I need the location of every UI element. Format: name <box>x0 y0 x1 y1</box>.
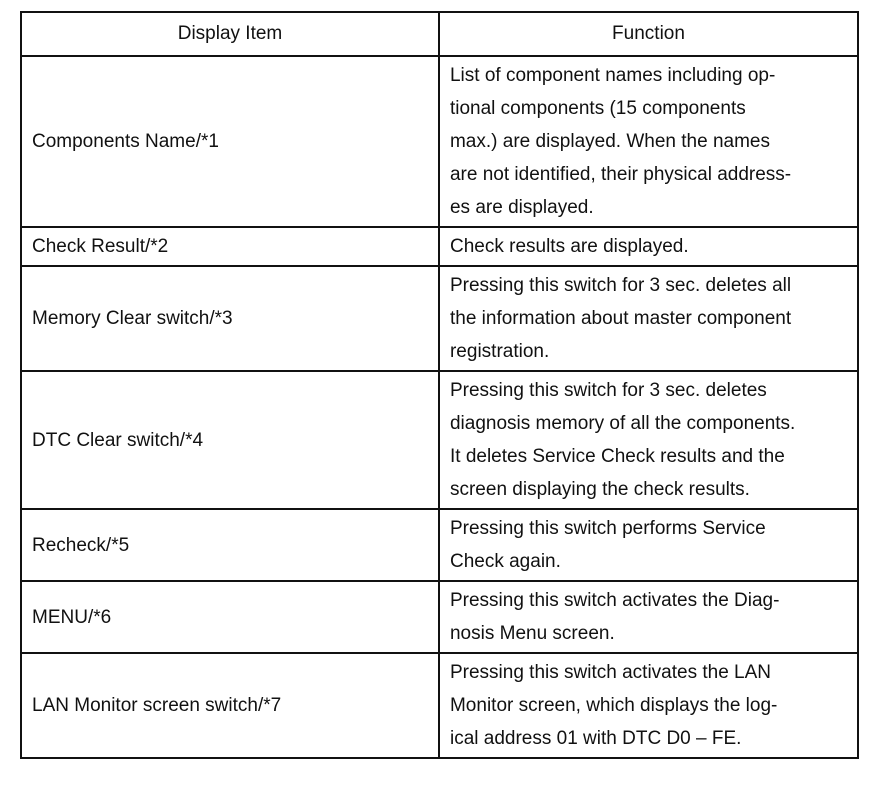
table-row <box>21 56 858 227</box>
function-line: Check again. <box>449 551 561 572</box>
function-cell <box>439 581 858 653</box>
function-line: registration. <box>449 341 550 362</box>
display-item-cell <box>21 581 439 653</box>
display-item-cell <box>21 266 439 371</box>
function-line: max.) are displayed. When the names <box>449 131 770 152</box>
function-line: are not identified, their physical address- <box>449 164 792 185</box>
table-header-row <box>21 12 858 56</box>
function-cell <box>439 653 858 758</box>
function-line: screen displaying the check results. <box>449 479 750 500</box>
function-line: ical address 01 with DTC D0 – FE. <box>449 728 742 749</box>
function-cell <box>439 509 858 581</box>
table-row <box>21 509 858 581</box>
function-line: diagnosis memory of all the components. <box>449 413 796 434</box>
function-line: nosis Menu screen. <box>449 623 615 644</box>
header-function: Function <box>439 12 858 56</box>
display-item-label: Recheck/*5 <box>32 534 130 556</box>
display-item-label: MENU/*6 <box>32 606 112 628</box>
display-item-label: Memory Clear switch/*3 <box>32 308 233 329</box>
function-line: Pressing this switch for 3 sec. deletes all <box>449 275 792 296</box>
function-line: Check results are displayed. <box>449 236 689 257</box>
display-item-label: Check Result/*2 <box>32 236 169 257</box>
function-line: the information about master component <box>449 308 792 329</box>
function-line: Pressing this switch for 3 sec. deletes <box>449 380 767 401</box>
function-line: Pressing this switch performs Service <box>449 518 766 539</box>
function-line: List of component names including op- <box>449 65 776 86</box>
display-item-cell <box>21 227 439 266</box>
table-row <box>21 653 858 758</box>
function-line: tional components (15 components <box>449 98 746 119</box>
header-display-item: Display Item <box>21 12 439 56</box>
display-item-label: Components Name/*1 <box>32 131 219 152</box>
display-item-function-table <box>20 11 859 759</box>
display-item-label: LAN Monitor screen switch/*7 <box>32 695 282 716</box>
function-cell <box>439 371 858 509</box>
table-row <box>21 227 858 266</box>
table-row <box>21 581 858 653</box>
function-line: Pressing this switch activates the LAN <box>449 662 772 683</box>
display-item-cell <box>21 653 439 758</box>
display-item-cell <box>21 371 439 509</box>
table-row <box>21 371 858 509</box>
display-item-label: DTC Clear switch/*4 <box>32 429 204 451</box>
function-line: Pressing this switch activates the Diag- <box>449 590 780 611</box>
display-item-cell <box>21 56 439 227</box>
function-line: Monitor screen, which displays the log- <box>449 695 778 716</box>
function-cell <box>439 266 858 371</box>
function-cell <box>439 56 858 227</box>
table-row <box>21 266 858 371</box>
display-item-cell <box>21 509 439 581</box>
function-cell <box>439 227 858 266</box>
function-line: es are displayed. <box>449 197 594 218</box>
function-line: It deletes Service Check results and the <box>449 446 785 467</box>
